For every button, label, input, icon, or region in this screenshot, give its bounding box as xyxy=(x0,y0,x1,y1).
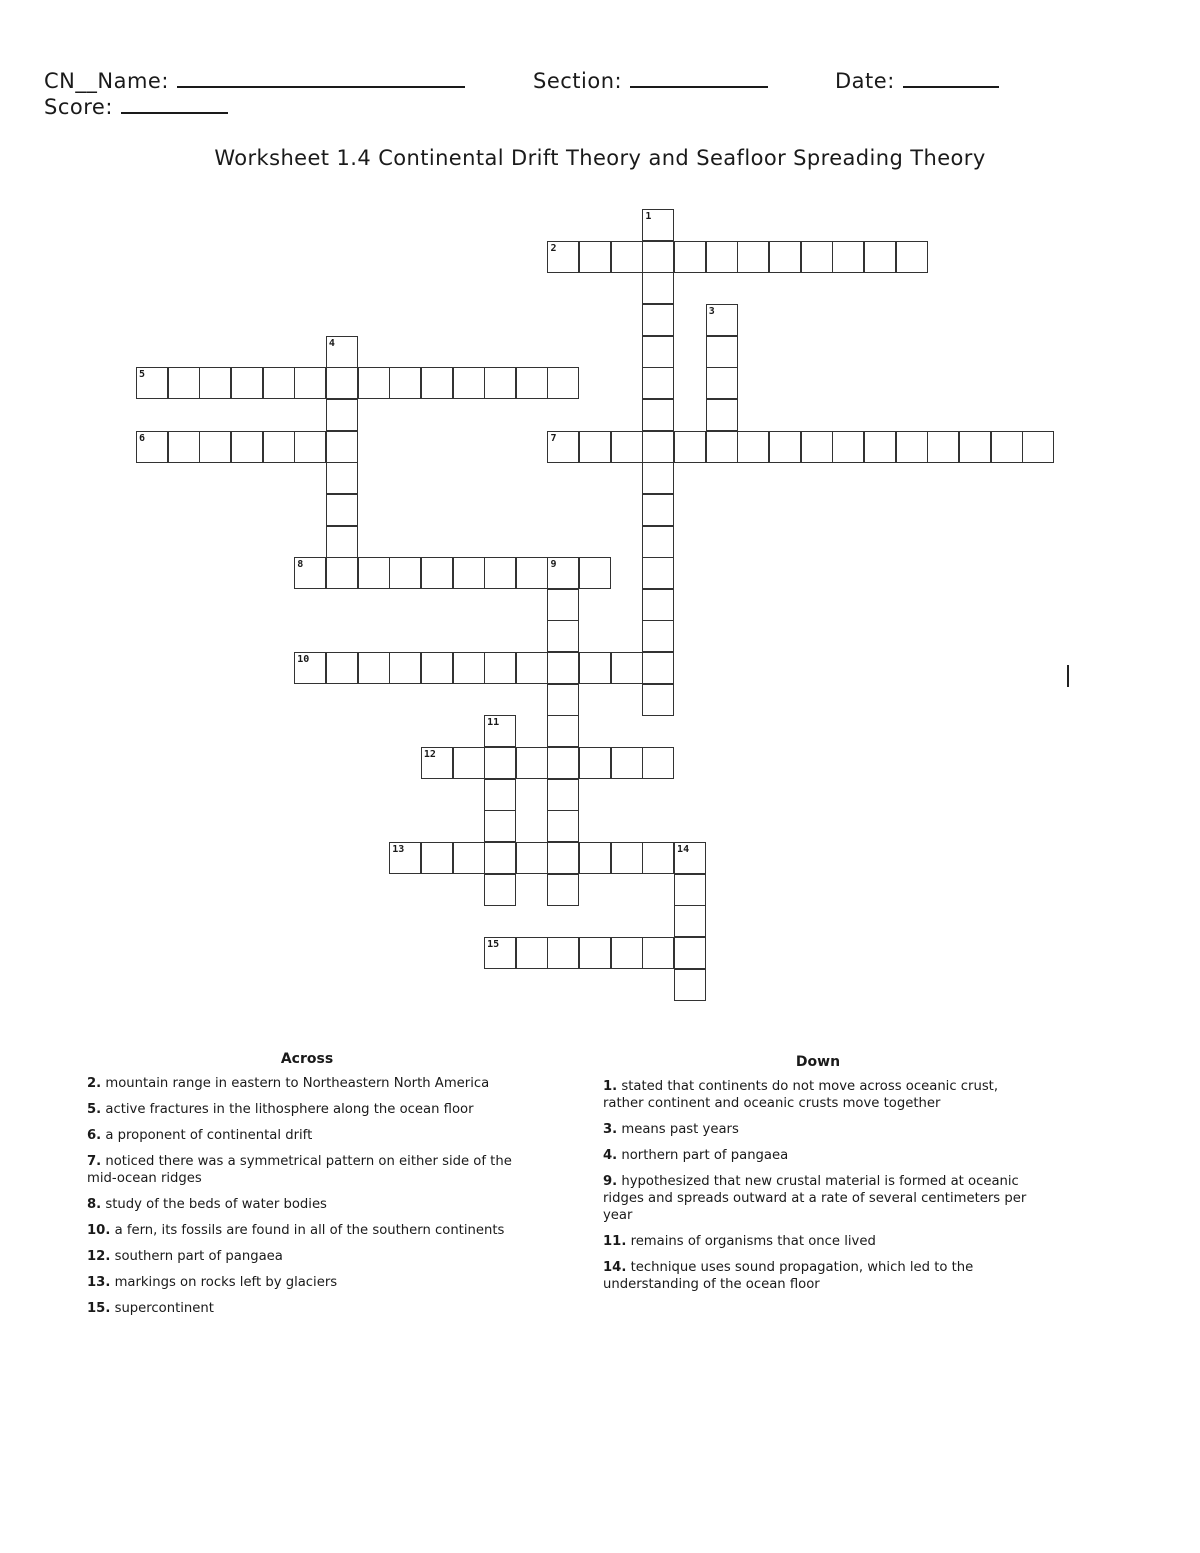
crossword-cell[interactable] xyxy=(547,620,579,652)
down-heading: Down xyxy=(795,1054,841,1070)
crossword-cell[interactable] xyxy=(516,937,548,969)
crossword-cell[interactable] xyxy=(547,684,579,716)
crossword-cell[interactable] xyxy=(642,241,674,273)
crossword-cell[interactable] xyxy=(484,842,516,874)
crossword-cell[interactable] xyxy=(453,557,485,589)
crossword-cell[interactable] xyxy=(516,842,548,874)
name-label: CN__Name: xyxy=(44,69,169,93)
clue-item xyxy=(87,1196,527,1213)
clue-item-number: 13. xyxy=(87,1275,111,1290)
crossword-cell[interactable] xyxy=(547,779,579,811)
clue-item-number: 12. xyxy=(87,1249,111,1264)
crossword-cell[interactable] xyxy=(706,399,738,431)
crossword-cell[interactable] xyxy=(484,779,516,811)
crossword-cell[interactable] xyxy=(326,652,358,684)
clue-item-number: 10. xyxy=(87,1223,111,1238)
clue-item-number: 7. xyxy=(87,1154,102,1169)
clue-item xyxy=(87,1127,527,1144)
crossword-cell[interactable] xyxy=(326,367,358,399)
clue-number: 8 xyxy=(297,559,304,571)
crossword-cell[interactable] xyxy=(674,874,706,906)
crossword-cell[interactable] xyxy=(136,431,168,463)
clue-number: 2 xyxy=(550,242,557,254)
clue-number: 14 xyxy=(677,844,690,855)
clue-item xyxy=(87,1075,527,1092)
crossword-cell[interactable] xyxy=(294,431,326,463)
crossword-cell[interactable] xyxy=(674,905,706,937)
crossword-cell[interactable] xyxy=(737,241,769,273)
crossword-cell[interactable] xyxy=(832,431,864,463)
clue-number: 12 xyxy=(423,749,436,761)
crossword-cell[interactable] xyxy=(769,431,801,463)
crossword-cell[interactable] xyxy=(231,367,263,399)
clue-number: 5 xyxy=(139,369,146,381)
crossword-cell[interactable] xyxy=(959,431,991,463)
clue-item-text: supercontinent xyxy=(110,1301,214,1316)
crossword-cell[interactable] xyxy=(453,842,485,874)
crossword-cell[interactable] xyxy=(547,557,579,589)
crossword-cell[interactable] xyxy=(547,810,579,842)
crossword-cell[interactable] xyxy=(864,431,896,463)
crossword-cell[interactable] xyxy=(358,367,390,399)
clue-item-number: 14. xyxy=(603,1260,627,1275)
clue-item xyxy=(87,1222,527,1239)
clue-item-number: 5. xyxy=(87,1102,102,1117)
crossword-cell[interactable] xyxy=(579,747,611,779)
clue-item xyxy=(87,1101,527,1118)
crossword-cell[interactable] xyxy=(484,652,516,684)
crossword-cell[interactable] xyxy=(453,367,485,399)
clue-item-text: study of the beds of water bodies xyxy=(101,1197,327,1212)
clue-item-text: noticed there was a symmetrical pattern on either side of the mid-ocean ridges xyxy=(87,1154,512,1186)
clue-item-number: 8. xyxy=(87,1197,102,1212)
crossword-cell[interactable] xyxy=(896,241,928,273)
crossword-cell[interactable] xyxy=(484,810,516,842)
clue-item xyxy=(603,1121,1033,1138)
crossword-cell[interactable] xyxy=(484,937,516,969)
crossword-cell[interactable] xyxy=(642,620,674,652)
crossword-cell[interactable] xyxy=(611,431,643,463)
clue-item-number: 15. xyxy=(87,1301,111,1316)
across-clue-list xyxy=(87,1075,527,1317)
crossword-cell[interactable] xyxy=(642,526,674,558)
clue-item-number: 1. xyxy=(603,1079,618,1094)
crossword-cell[interactable] xyxy=(769,241,801,273)
crossword-cell[interactable] xyxy=(674,842,706,874)
crossword-cell[interactable] xyxy=(136,367,168,399)
clue-number: 3 xyxy=(708,305,715,317)
crossword-cell[interactable] xyxy=(642,336,674,368)
crossword-cell[interactable] xyxy=(674,937,706,969)
clue-item-number: 3. xyxy=(603,1122,618,1137)
crossword-cell[interactable] xyxy=(199,367,231,399)
clue-item-text: technique uses sound propagation, which led to the understanding of the ocean floor xyxy=(603,1260,974,1292)
crossword-cell[interactable] xyxy=(642,399,674,431)
crossword-cell[interactable] xyxy=(706,241,738,273)
clue-item xyxy=(87,1248,527,1265)
clue-item xyxy=(603,1259,1033,1293)
crossword-cell[interactable] xyxy=(389,652,421,684)
score-label: Score: xyxy=(44,95,113,119)
clue-item xyxy=(87,1300,527,1317)
crossword-cell[interactable] xyxy=(642,272,674,304)
crossword-cell[interactable] xyxy=(231,431,263,463)
clue-item xyxy=(87,1274,527,1291)
crossword-cell[interactable] xyxy=(484,557,516,589)
crossword-cell[interactable] xyxy=(674,431,706,463)
across-clues xyxy=(87,1051,527,1326)
crossword-cell[interactable] xyxy=(326,431,358,463)
crossword-cell[interactable] xyxy=(516,367,548,399)
crossword-cell[interactable] xyxy=(674,969,706,1001)
crossword-cell[interactable] xyxy=(832,241,864,273)
crossword-cell[interactable] xyxy=(642,557,674,589)
clue-number: 9 xyxy=(550,559,557,571)
crossword-cell[interactable] xyxy=(579,937,611,969)
crossword-cell[interactable] xyxy=(263,367,295,399)
crossword-cell[interactable] xyxy=(706,304,738,336)
crossword-cell[interactable] xyxy=(991,431,1023,463)
crossword-cell[interactable] xyxy=(642,747,674,779)
clue-number: 15 xyxy=(487,938,500,950)
crossword-cell[interactable] xyxy=(421,557,453,589)
crossword-cell[interactable] xyxy=(547,937,579,969)
crossword-cell[interactable] xyxy=(453,747,485,779)
crossword-cell[interactable] xyxy=(421,842,453,874)
crossword-cell[interactable] xyxy=(358,652,390,684)
crossword-cell[interactable] xyxy=(547,367,579,399)
clue-item-number: 4. xyxy=(603,1148,618,1163)
crossword-cell[interactable] xyxy=(326,494,358,526)
crossword-cell[interactable] xyxy=(547,842,579,874)
crossword-cell[interactable] xyxy=(642,842,674,874)
clue-item-text: a proponent of continental drift xyxy=(101,1128,313,1143)
clue-item-text: southern part of pangaea xyxy=(110,1249,283,1264)
clue-item-text: markings on rocks left by glaciers xyxy=(110,1275,338,1290)
crossword-cell[interactable] xyxy=(516,747,548,779)
section-label: Section: xyxy=(533,69,623,93)
crossword-cell[interactable] xyxy=(642,494,674,526)
crossword-cell[interactable] xyxy=(801,431,833,463)
crossword-cell[interactable] xyxy=(896,431,928,463)
text-cursor xyxy=(1067,665,1069,687)
crossword-cell[interactable] xyxy=(326,526,358,558)
clue-item-number: 9. xyxy=(603,1174,618,1189)
clue-item-text: mountain range in eastern to Northeastern North America xyxy=(101,1076,490,1091)
crossword-cell[interactable] xyxy=(737,431,769,463)
crossword-cell[interactable] xyxy=(453,652,485,684)
crossword-cell[interactable] xyxy=(547,652,579,684)
crossword-cell[interactable] xyxy=(484,715,516,747)
crossword-cell[interactable] xyxy=(1022,431,1054,463)
clue-number: 1 xyxy=(645,211,652,222)
down-clues xyxy=(603,1054,1033,1302)
crossword-cell[interactable] xyxy=(706,431,738,463)
crossword-cell[interactable] xyxy=(547,431,579,463)
crossword-cell[interactable] xyxy=(389,367,421,399)
crossword-cell[interactable] xyxy=(579,431,611,463)
clue-number: 4 xyxy=(328,337,335,349)
crossword-cell[interactable] xyxy=(547,715,579,747)
clue-number: 13 xyxy=(392,844,405,855)
crossword-cell[interactable] xyxy=(864,241,896,273)
crossword-cell[interactable] xyxy=(611,842,643,874)
crossword-cell[interactable] xyxy=(642,367,674,399)
crossword-cell[interactable] xyxy=(642,652,674,684)
crossword-cell[interactable] xyxy=(484,874,516,906)
crossword-cell[interactable] xyxy=(389,557,421,589)
clue-item-text: stated that continents do not move across oceanic crust, rather continent and oceanic crusts move together xyxy=(603,1079,999,1111)
crossword-cell[interactable] xyxy=(611,652,643,684)
crossword-cell[interactable] xyxy=(484,367,516,399)
crossword-cell[interactable] xyxy=(801,241,833,273)
clue-item xyxy=(603,1078,1033,1112)
worksheet-title: Worksheet 1.4 Continental Drift Theory and Seafloor Spreading Theory xyxy=(214,146,986,170)
crossword-cell[interactable] xyxy=(547,589,579,621)
crossword-cell[interactable] xyxy=(579,557,611,589)
crossword-cell[interactable] xyxy=(358,557,390,589)
crossword-cell[interactable] xyxy=(611,747,643,779)
crossword-cell[interactable] xyxy=(547,241,579,273)
crossword-cell[interactable] xyxy=(579,842,611,874)
clue-item-text: hypothesized that new crustal material is formed at oceanic ridges and spreads outward at a rate of several centimeters per year xyxy=(603,1174,1027,1223)
crossword-cell[interactable] xyxy=(326,557,358,589)
clue-item-text: remains of organisms that once lived xyxy=(626,1234,876,1249)
clue-item xyxy=(603,1233,1033,1250)
crossword-cell[interactable] xyxy=(168,367,200,399)
crossword-cell[interactable] xyxy=(706,367,738,399)
clue-number: 7 xyxy=(550,432,557,444)
clue-number: 11 xyxy=(487,717,500,729)
crossword-cell[interactable] xyxy=(421,747,453,779)
clue-item-number: 2. xyxy=(87,1076,102,1091)
crossword-cell[interactable] xyxy=(389,842,421,874)
clue-item xyxy=(603,1173,1033,1224)
crossword-cell[interactable] xyxy=(326,399,358,431)
clue-item-number: 11. xyxy=(603,1234,627,1249)
clue-item-number: 6. xyxy=(87,1128,102,1143)
crossword-cell[interactable] xyxy=(642,684,674,716)
crossword-cell[interactable] xyxy=(263,431,295,463)
crossword-cell[interactable] xyxy=(516,557,548,589)
clue-item xyxy=(87,1153,527,1187)
clue-item xyxy=(603,1147,1033,1164)
crossword-cell[interactable] xyxy=(168,431,200,463)
crossword-cell[interactable] xyxy=(706,336,738,368)
clue-number: 6 xyxy=(139,432,146,444)
crossword-cell[interactable] xyxy=(484,747,516,779)
crossword-cell[interactable] xyxy=(326,336,358,368)
crossword-cell[interactable] xyxy=(642,937,674,969)
crossword-cell[interactable] xyxy=(421,652,453,684)
clue-item-text: northern part of pangaea xyxy=(617,1148,789,1163)
crossword-cell[interactable] xyxy=(642,209,674,241)
crossword-cell[interactable] xyxy=(642,304,674,336)
crossword-cell[interactable] xyxy=(579,241,611,273)
clue-item-text: a fern, its fossils are found in all of the southern continents xyxy=(110,1223,505,1238)
crossword-cell[interactable] xyxy=(294,557,326,589)
crossword-cell[interactable] xyxy=(611,937,643,969)
crossword-cell[interactable] xyxy=(516,652,548,684)
crossword-cell[interactable] xyxy=(611,241,643,273)
crossword-cell[interactable] xyxy=(326,462,358,494)
crossword-cell[interactable] xyxy=(642,431,674,463)
crossword-cell[interactable] xyxy=(579,652,611,684)
crossword-cell[interactable] xyxy=(421,367,453,399)
clue-number: 10 xyxy=(297,654,310,666)
crossword-cell[interactable] xyxy=(547,747,579,779)
crossword-cell[interactable] xyxy=(642,462,674,494)
crossword-cell[interactable] xyxy=(199,431,231,463)
crossword-cell[interactable] xyxy=(642,589,674,621)
crossword-cell[interactable] xyxy=(294,367,326,399)
clue-item-text: means past years xyxy=(617,1122,739,1137)
down-clue-list xyxy=(603,1078,1033,1293)
crossword-cell[interactable] xyxy=(547,874,579,906)
crossword-cell[interactable] xyxy=(927,431,959,463)
crossword-cell[interactable] xyxy=(294,652,326,684)
clue-item-text: active fractures in the lithosphere along the ocean floor xyxy=(101,1102,474,1117)
crossword-cell[interactable] xyxy=(674,241,706,273)
date-label: Date: xyxy=(835,69,895,93)
across-heading: Across xyxy=(280,1051,334,1067)
